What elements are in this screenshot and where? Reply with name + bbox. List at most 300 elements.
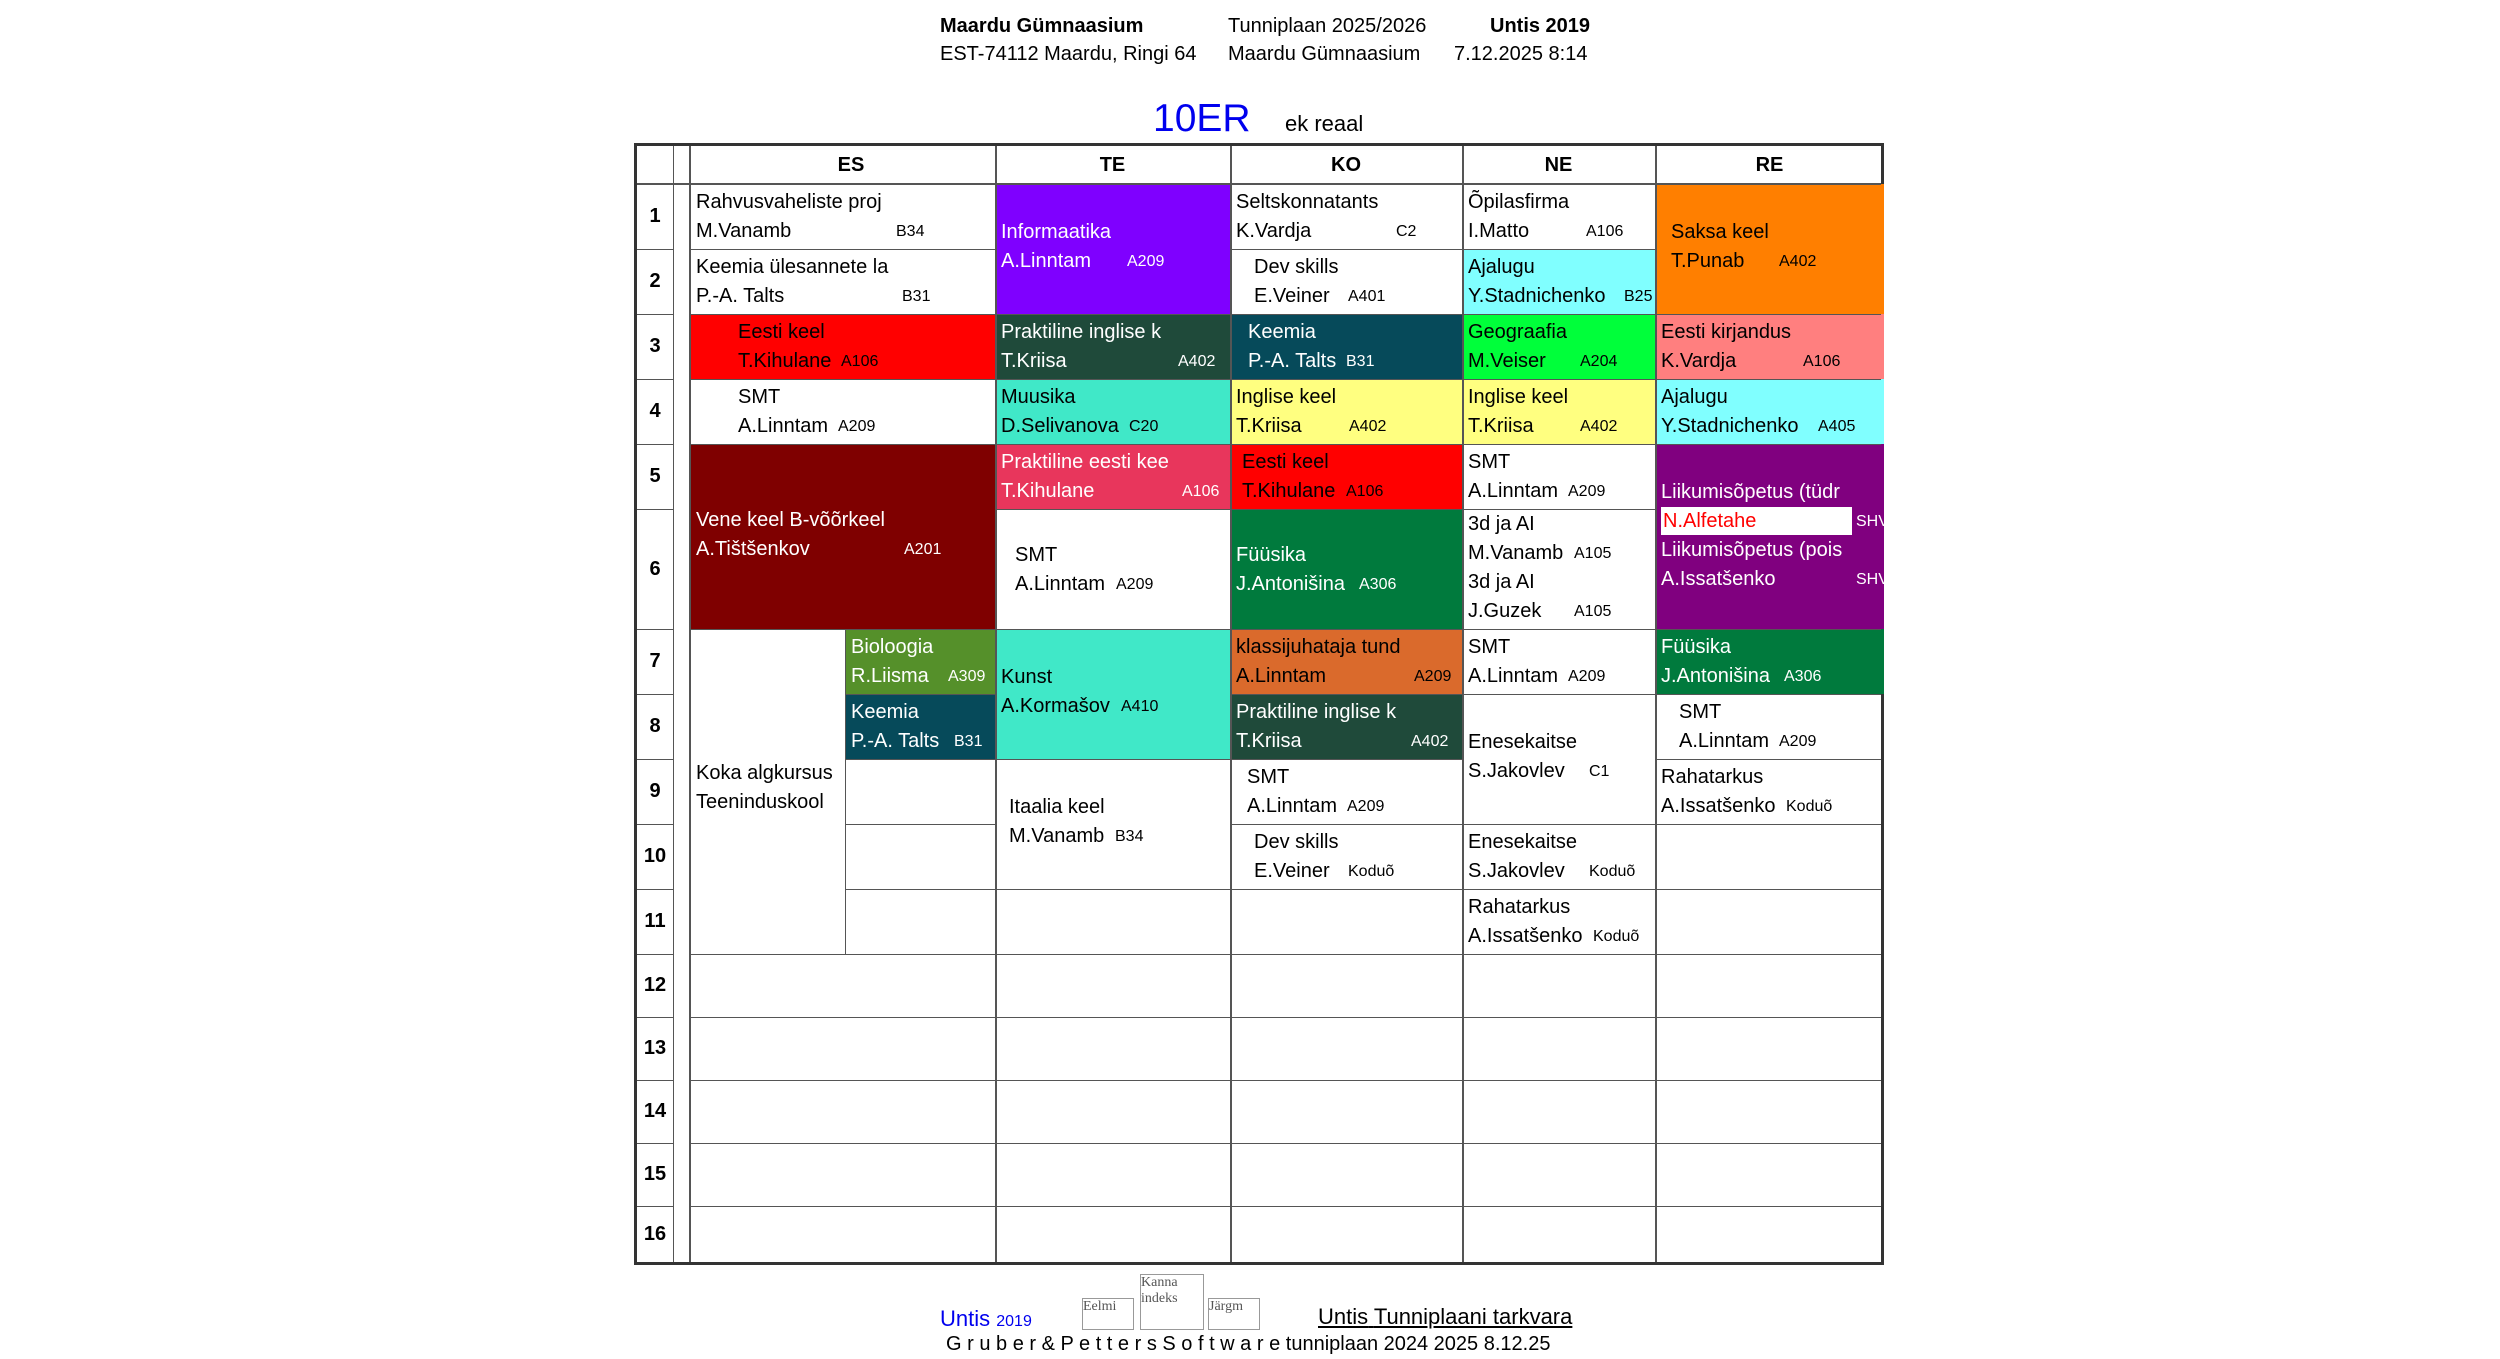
grid-line — [995, 759, 1230, 760]
lesson-teacher: Y.Stadnichenko — [1661, 415, 1799, 437]
grid-line — [995, 1143, 1230, 1144]
lesson-cell[interactable] — [1230, 379, 1462, 444]
grid-line — [637, 314, 673, 315]
lesson-teacher: J.Antonišina — [1661, 665, 1770, 687]
grid-line — [690, 314, 995, 315]
lesson-teacher: A.Issatšenko — [1468, 925, 1583, 947]
lesson-subject: Dev skills — [1254, 831, 1339, 853]
lesson-teacher: M.Vanamb — [696, 220, 792, 242]
lesson-room: A402 — [1411, 733, 1449, 750]
period-number: 14 — [643, 1100, 667, 1122]
lesson-room: B25 — [1624, 288, 1653, 305]
grid-line — [1655, 1206, 1881, 1207]
lesson-subject: Eesti kirjandus — [1661, 321, 1792, 343]
grid-line — [637, 824, 673, 825]
grid-line — [690, 1017, 995, 1018]
lesson-cell[interactable] — [690, 184, 995, 249]
lesson-room: B34 — [896, 223, 925, 240]
lesson-cell[interactable] — [1462, 314, 1655, 379]
lesson-subject: Füüsika — [1661, 636, 1732, 658]
grid-line — [1462, 249, 1655, 250]
grid-line — [1230, 314, 1462, 315]
grid-line — [637, 1143, 673, 1144]
lesson-room: B34 — [1115, 828, 1144, 845]
lesson-teacher: K.Vardja — [1236, 220, 1312, 242]
lesson-cell[interactable] — [1655, 379, 1884, 444]
grid-line — [690, 954, 995, 955]
grid-line — [1655, 954, 1881, 955]
lesson-teacher: T.Kriisa — [1236, 730, 1302, 752]
lesson-cell[interactable] — [1230, 694, 1462, 759]
lesson-cell[interactable] — [1462, 509, 1655, 629]
grid-line — [995, 379, 1230, 380]
period-number: 15 — [643, 1163, 667, 1185]
lesson-subject: SMT — [1468, 451, 1511, 473]
lesson-cell[interactable] — [845, 694, 995, 759]
grid-line — [1655, 1017, 1881, 1018]
lesson-room: A402 — [1178, 353, 1216, 370]
period-number: 12 — [643, 974, 667, 996]
period-number: 5 — [649, 465, 661, 487]
grid-line — [1462, 379, 1655, 380]
lesson-room: A106 — [1182, 483, 1220, 500]
lesson-cell[interactable] — [690, 249, 995, 314]
grid-line — [1462, 889, 1655, 890]
lesson-room: A204 — [1580, 353, 1618, 370]
lesson-cell[interactable] — [690, 444, 995, 629]
grid-line — [995, 954, 1230, 955]
lesson-cell[interactable] — [995, 509, 1230, 629]
grid-line — [845, 694, 995, 695]
lesson-subject: Ajalugu — [1468, 256, 1535, 278]
lesson-teacher: M.Veiser — [1468, 350, 1546, 372]
lesson-teacher: J.Guzek — [1468, 600, 1542, 622]
lesson-subject: Enesekaitse — [1468, 731, 1577, 753]
lesson-cell[interactable] — [995, 184, 1230, 314]
grid-line — [637, 694, 673, 695]
credits-plan: tunniplaan 2024 2025 8.12.25 — [1285, 1333, 1551, 1355]
period-number: 2 — [649, 270, 661, 292]
lesson-subject: Geograafia — [1468, 321, 1567, 343]
grid-line — [1655, 314, 1881, 315]
lesson-subject: Liikumisõpetus (pois — [1661, 539, 1843, 561]
day-header-ko: KO — [1331, 154, 1361, 176]
grid-line — [1462, 694, 1655, 695]
lesson-teacher: R.Liisma — [851, 665, 929, 687]
lesson-subject: SMT — [1247, 766, 1290, 788]
lesson-teacher: T.Kihulane — [738, 350, 832, 372]
lesson-cell[interactable] — [1230, 629, 1462, 694]
grid-line — [1230, 1080, 1462, 1081]
lesson-subject: Liikumisõpetus (tüdr — [1661, 481, 1840, 503]
lesson-subject: Eesti keel — [1242, 451, 1329, 473]
grid-line — [637, 509, 673, 510]
lesson-subject: Informaatika — [1001, 221, 1112, 243]
grid-line — [637, 249, 673, 250]
lesson-cell[interactable] — [1655, 694, 1884, 759]
lesson-cell[interactable] — [995, 629, 1230, 759]
lesson-teacher: J.Antonišina — [1236, 573, 1345, 595]
lesson-cell[interactable] — [1462, 889, 1655, 954]
grid-line — [1462, 314, 1655, 315]
grid-line — [637, 1017, 673, 1018]
lesson-teacher: K.Vardja — [1661, 350, 1737, 372]
lesson-room: A209 — [1127, 253, 1165, 270]
lesson-room: A209 — [1779, 733, 1817, 750]
lesson-cell[interactable] — [1462, 824, 1655, 889]
lesson-subject: Bioloogia — [851, 636, 934, 658]
period-number: 3 — [649, 335, 661, 357]
grid-line — [673, 146, 674, 1262]
grid-line — [637, 1206, 673, 1207]
class-name: 10ER — [1153, 97, 1251, 140]
lesson-room: A106 — [1346, 483, 1384, 500]
grid-line — [1230, 1206, 1462, 1207]
plan-title: Tunniplaan 2025/2026 — [1228, 15, 1427, 37]
lesson-teacher: T.Kriisa — [1468, 415, 1534, 437]
grid-line — [1655, 379, 1881, 380]
print-datetime: 7.12.2025 8:14 — [1454, 43, 1588, 65]
lesson-room: A105 — [1574, 545, 1612, 562]
untis-version: 2019 — [996, 1313, 1032, 1330]
grid-line — [690, 444, 995, 445]
lesson-teacher: T.Kriisa — [1001, 350, 1067, 372]
lesson-cell[interactable] — [1462, 379, 1655, 444]
lesson-teacher: T.Kriisa — [1236, 415, 1302, 437]
lesson-subject: Rahatarkus — [1661, 766, 1764, 788]
lesson-subject: Eesti keel — [738, 321, 825, 343]
period-number: 11 — [644, 910, 666, 932]
lesson-room: Koduõ — [1593, 928, 1640, 945]
grid-line — [1230, 824, 1462, 825]
grid-line — [637, 759, 673, 760]
lesson-subject: 3d ja AI — [1468, 513, 1535, 535]
grid-line — [690, 379, 995, 380]
lesson-teacher: A.Issatšenko — [1661, 795, 1776, 817]
grid-line — [1462, 824, 1655, 825]
lesson-subject: Muusika — [1001, 386, 1076, 408]
lesson-cell[interactable] — [995, 379, 1230, 444]
lesson-subject: Keemia ülesannete la — [696, 256, 889, 278]
grid-line — [1230, 629, 1462, 630]
software-name: Untis 2019 — [1490, 15, 1591, 37]
grid-line — [1655, 759, 1881, 760]
lesson-teacher: A.Issatšenko — [1661, 568, 1776, 590]
lesson-subject: Inglise keel — [1468, 386, 1569, 408]
lesson-teacher: P.-A. Talts — [851, 730, 940, 752]
lesson-room: Koduõ — [1348, 863, 1395, 880]
lesson-subject: Ajalugu — [1661, 386, 1728, 408]
grid-line — [995, 889, 1230, 890]
grid-line — [995, 509, 1230, 510]
lesson-room: A209 — [1568, 483, 1606, 500]
lesson-subject: klassijuhataja tund — [1236, 636, 1401, 658]
day-header-te: TE — [1099, 154, 1126, 176]
lesson-cell[interactable] — [995, 444, 1230, 509]
grid-line — [995, 314, 1230, 315]
lesson-room: A402 — [1349, 418, 1387, 435]
lesson-cell[interactable] — [1230, 314, 1462, 379]
lesson-room: B31 — [954, 733, 983, 750]
lesson-cell[interactable] — [845, 629, 995, 694]
grid-line — [690, 1080, 995, 1081]
lesson-subject: Füüsika — [1236, 544, 1307, 566]
lesson-room: Koduõ — [1786, 798, 1833, 815]
lesson-teacher: M.Vanamb — [1468, 542, 1564, 564]
lesson-room: A105 — [1574, 603, 1612, 620]
lesson-teacher: A.Linntam — [1015, 573, 1106, 595]
lesson-teacher: A.Linntam — [1468, 665, 1559, 687]
lesson-teacher: S.Jakovlev — [1468, 760, 1565, 782]
lesson-teacher: T.Kihulane — [1001, 480, 1095, 502]
grid-line — [1655, 629, 1881, 630]
untis-brand — [940, 1306, 1032, 1332]
lesson-teacher: T.Kihulane — [1242, 480, 1336, 502]
lesson-cell[interactable] — [1655, 184, 1884, 314]
lesson-teacher: Y.Stadnichenko — [1468, 285, 1606, 307]
period-number: 9 — [649, 780, 661, 802]
grid-line — [1230, 694, 1462, 695]
previous-button[interactable] — [1082, 1298, 1134, 1330]
lesson-cell[interactable] — [1655, 444, 1889, 629]
grid-line — [995, 1017, 1230, 1018]
untis-link-label: Untis — [1318, 1304, 1369, 1329]
credits — [946, 1333, 1550, 1356]
class-subtitle: ek reaal — [1285, 111, 1364, 136]
lesson-room: A106 — [841, 353, 879, 370]
grid-line — [1655, 889, 1881, 890]
lesson-subject: Praktiline eesti kee — [1001, 451, 1169, 473]
lesson-room: A402 — [1779, 253, 1817, 270]
lesson-cell[interactable] — [1230, 509, 1462, 629]
lesson-subject: Kunst — [1001, 666, 1053, 688]
grid-line — [1462, 444, 1655, 445]
grid-line — [690, 249, 995, 250]
timetable-grid — [634, 143, 1889, 1265]
grid-line — [1230, 444, 1462, 445]
lesson-cell[interactable] — [690, 379, 995, 444]
grid-line — [637, 889, 673, 890]
grid-line — [637, 954, 673, 955]
lesson-teacher: S.Jakovlev — [1468, 860, 1565, 882]
next-button[interactable] — [1208, 1298, 1260, 1330]
lesson-teacher: I.Matto — [1468, 220, 1530, 242]
lesson-room: A201 — [904, 541, 942, 558]
index-button[interactable] — [1140, 1274, 1204, 1330]
grid-line — [1462, 629, 1655, 630]
lesson-subject: Vene keel B-võõrkeel — [696, 509, 886, 531]
lesson-teacher: A.Kormašov — [1001, 695, 1110, 717]
grid-line — [995, 629, 1230, 630]
grid-line — [637, 629, 673, 630]
lesson-teacher: P.-A. Talts — [696, 285, 785, 307]
lesson-subject: Seltskonnatants — [1236, 191, 1379, 213]
grid-line — [690, 629, 995, 630]
lesson-subject: Koka algkursus — [696, 762, 833, 784]
grid-line — [845, 629, 846, 954]
lesson-cell[interactable] — [1655, 629, 1884, 694]
plan-school: Maardu Gümnaasium — [1228, 43, 1421, 65]
lesson-cell[interactable] — [1462, 249, 1655, 314]
lesson-subject: Saksa keel — [1671, 221, 1769, 243]
lesson-cell[interactable] — [1230, 184, 1462, 249]
lesson-cell[interactable] — [1655, 314, 1884, 379]
grid-line — [690, 1143, 995, 1144]
lesson-subject: SMT — [1679, 701, 1722, 723]
lesson-subject: SMT — [1015, 544, 1058, 566]
grid-line — [1230, 249, 1462, 250]
lesson-cell[interactable] — [1655, 759, 1884, 824]
grid-line — [1462, 954, 1655, 955]
credits-company: G r u b e r & P e t t e r s S o f t w a r e — [946, 1333, 1281, 1355]
grid-line — [1230, 1017, 1462, 1018]
grid-line — [1230, 889, 1462, 890]
grid-line — [995, 444, 1230, 445]
lesson-subject: Praktiline inglise k — [1001, 321, 1162, 343]
lesson-room: A309 — [948, 668, 986, 685]
lesson-room: SHV — [1856, 571, 1889, 588]
day-header-es: ES — [837, 154, 865, 176]
lesson-room: Koduõ — [1589, 863, 1636, 880]
grid-line — [995, 1080, 1230, 1081]
lesson-subject: SMT — [1468, 636, 1511, 658]
lesson-cell[interactable] — [1230, 824, 1462, 889]
day-header-ne: NE — [1544, 154, 1573, 176]
grid-line — [637, 1080, 673, 1081]
grid-line — [1655, 444, 1881, 445]
lesson-room: A209 — [1414, 668, 1452, 685]
grid-line — [637, 183, 1881, 185]
lesson-teacher: A.Linntam — [1236, 665, 1327, 687]
lesson-room: C1 — [1589, 763, 1610, 780]
grid-line — [1462, 1080, 1655, 1081]
grid-line — [1655, 824, 1881, 825]
lesson-teacher: A.Tištšenkov — [696, 538, 810, 560]
lesson-subject: 3d ja AI — [1468, 571, 1535, 593]
grid-line — [1230, 509, 1462, 510]
lesson-cell[interactable] — [1462, 629, 1655, 694]
lesson-teacher: A.Linntam — [1679, 730, 1770, 752]
lesson-subject: Inglise keel — [1236, 386, 1337, 408]
lesson-room: A209 — [1347, 798, 1385, 815]
grid-line — [1230, 1143, 1462, 1144]
next-button-alt: Järgm — [1209, 1299, 1243, 1314]
period-number: 16 — [643, 1223, 667, 1245]
school-name: Maardu Gümnaasium — [940, 15, 1144, 37]
lesson-teacher: Teeninduskool — [696, 791, 824, 813]
lesson-teacher: M.Vanamb — [1009, 825, 1105, 847]
grid-line — [845, 889, 995, 890]
grid-line — [637, 444, 673, 445]
grid-line — [1462, 1206, 1655, 1207]
lesson-subject: SMT — [738, 386, 781, 408]
grid-line — [1462, 1017, 1655, 1018]
period-number: 10 — [643, 845, 667, 867]
lesson-room: C2 — [1396, 223, 1417, 240]
lesson-subject: Praktiline inglise k — [1236, 701, 1397, 723]
grid-line — [1230, 954, 1462, 955]
lesson-cell[interactable] — [1230, 444, 1462, 509]
lesson-subject: Keemia — [851, 701, 919, 723]
lesson-room: A402 — [1580, 418, 1618, 435]
lesson-room: B31 — [902, 288, 931, 305]
lesson-teacher: P.-A. Talts — [1248, 350, 1337, 372]
lesson-cell[interactable] — [690, 629, 845, 954]
period-number: 13 — [643, 1037, 667, 1059]
grid-line — [637, 379, 673, 380]
lesson-room: A405 — [1818, 418, 1856, 435]
lesson-cell[interactable] — [1230, 249, 1462, 314]
previous-button-alt: Eelmi — [1083, 1299, 1117, 1314]
lesson-room: A401 — [1348, 288, 1386, 305]
lesson-teacher: E.Veiner — [1254, 285, 1330, 307]
lesson-cell[interactable] — [995, 759, 1230, 889]
lesson-room: A306 — [1359, 576, 1397, 593]
lesson-room: A106 — [1586, 223, 1624, 240]
lesson-subject: Õpilasfirma — [1468, 191, 1570, 213]
lesson-cell[interactable] — [995, 314, 1230, 379]
lesson-subject: Itaalia keel — [1009, 796, 1105, 818]
grid-line — [1655, 694, 1881, 695]
lesson-teacher: A.Linntam — [1247, 795, 1338, 817]
grid-line — [1462, 1143, 1655, 1144]
untis-label: Untis — [940, 1306, 991, 1331]
lesson-cell[interactable] — [690, 314, 995, 379]
period-number: 1 — [649, 205, 661, 227]
grid-line — [1655, 1080, 1881, 1081]
lesson-teacher: N.Alfetahe — [1661, 507, 1852, 535]
grid-line — [1230, 759, 1462, 760]
lesson-room: A209 — [1116, 576, 1154, 593]
lesson-cell[interactable] — [1230, 759, 1462, 824]
grid-line — [845, 824, 995, 825]
grid-line — [845, 759, 995, 760]
lesson-cell[interactable] — [1462, 184, 1655, 249]
lesson-subject: Enesekaitse — [1468, 831, 1577, 853]
lesson-cell[interactable] — [1462, 694, 1655, 824]
lesson-subject: Rahvusvaheliste proj — [696, 191, 882, 213]
lesson-teacher: A.Linntam — [1468, 480, 1559, 502]
lesson-teacher: D.Selivanova — [1001, 415, 1119, 437]
untis-link-text: Tunniplaani tarkvara — [1373, 1304, 1573, 1329]
grid-line — [1462, 509, 1655, 510]
lesson-subject: Dev skills — [1254, 256, 1339, 278]
grid-line — [1230, 379, 1462, 380]
period-number: 7 — [649, 650, 661, 672]
lesson-subject: Keemia — [1248, 321, 1316, 343]
lesson-teacher: A.Linntam — [738, 415, 829, 437]
lesson-room: A106 — [1803, 353, 1841, 370]
period-number: 6 — [649, 558, 661, 580]
index-button-alt: Kanna indeks — [1141, 1275, 1178, 1306]
day-header-re: RE — [1755, 154, 1784, 176]
school-address: EST-74112 Maardu, Ringi 64 — [940, 43, 1197, 65]
lesson-teacher: E.Veiner — [1254, 860, 1330, 882]
lesson-teacher: T.Punab — [1671, 250, 1745, 272]
untis-link[interactable] — [1318, 1304, 1572, 1330]
grid-line — [1655, 1143, 1881, 1144]
lesson-subject: Rahatarkus — [1468, 896, 1571, 918]
lesson-cell[interactable] — [1462, 444, 1655, 509]
lesson-room: C20 — [1129, 418, 1159, 435]
lesson-room: SHV — [1856, 513, 1889, 530]
period-number: 8 — [649, 715, 661, 737]
lesson-room: A209 — [1568, 668, 1606, 685]
lesson-teacher: A.Linntam — [1001, 250, 1092, 272]
lesson-room: B31 — [1346, 353, 1375, 370]
lesson-room: A209 — [838, 418, 876, 435]
lesson-room: A306 — [1784, 668, 1822, 685]
